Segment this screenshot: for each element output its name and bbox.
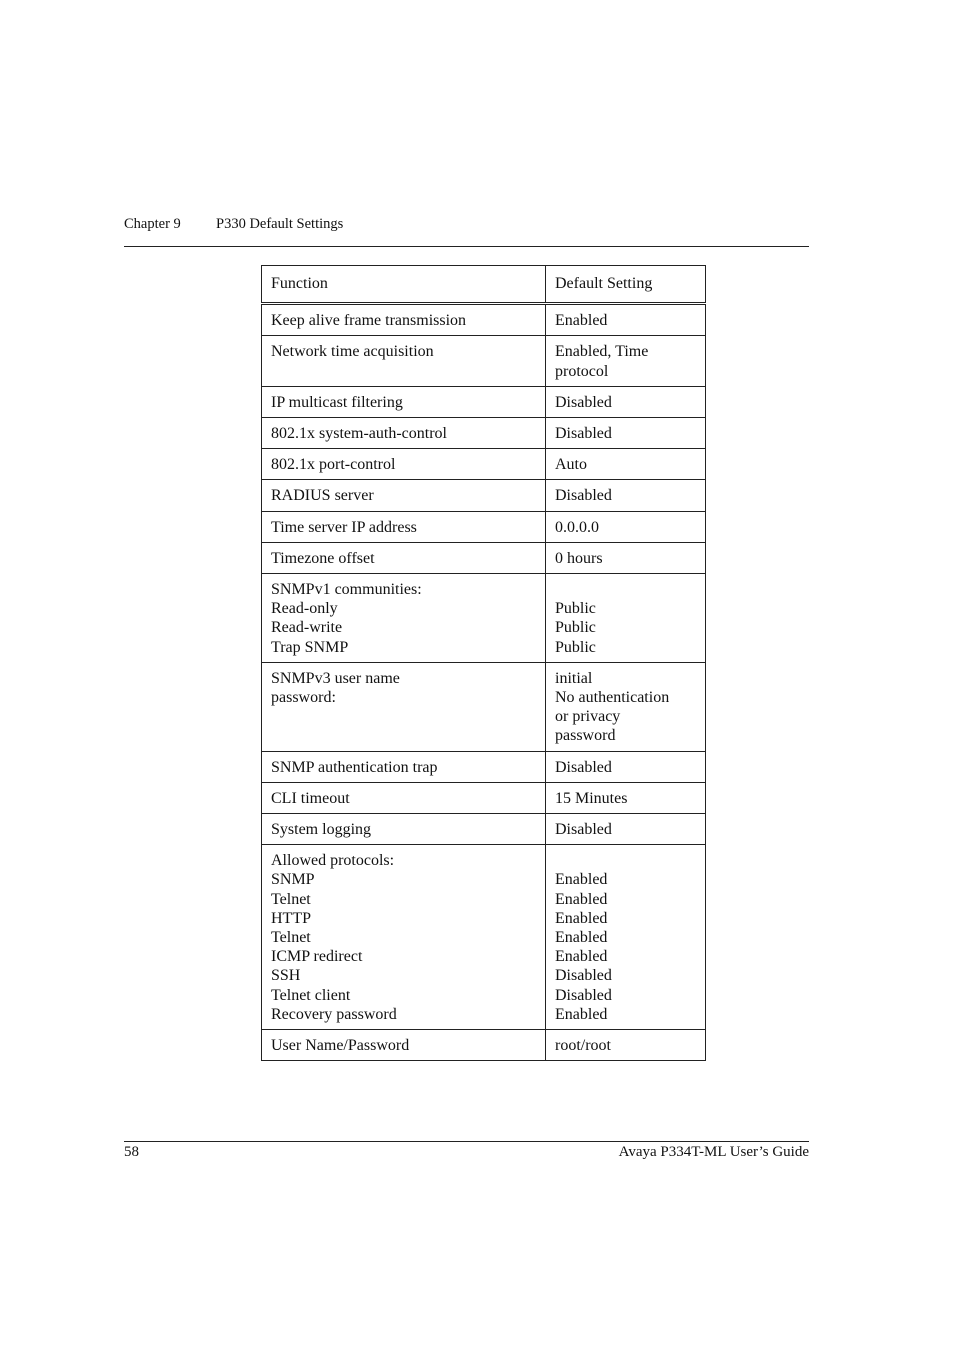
table-row — [262, 418, 706, 449]
setting-cell — [546, 751, 706, 782]
function-line: Keep alive frame transmission — [271, 312, 467, 330]
function-line: Telnet — [271, 929, 311, 947]
setting-line: Disabled — [555, 487, 612, 505]
table-row — [262, 336, 706, 386]
table-row — [262, 386, 706, 417]
setting-line: Enabled — [555, 890, 608, 908]
function-line: SNMPv3 user name — [271, 669, 400, 687]
setting-line: Disabled — [555, 758, 612, 776]
setting-cell — [546, 574, 706, 663]
function-line: RADIUS server — [271, 487, 374, 505]
table-row — [262, 574, 706, 663]
function-cell — [262, 336, 546, 386]
function-line: User Name/Password — [271, 1037, 410, 1055]
setting-line: Enabled — [555, 929, 608, 947]
setting-cell — [546, 418, 706, 449]
function-cell — [262, 814, 546, 845]
setting-line: No authentication — [555, 689, 670, 707]
function-cell — [262, 662, 546, 751]
setting-line: password — [555, 727, 616, 745]
function-cell — [262, 542, 546, 573]
table-row — [262, 304, 706, 336]
table-row — [262, 1030, 706, 1061]
function-cell — [262, 511, 546, 542]
setting-line: Public — [555, 600, 596, 618]
table-row — [262, 542, 706, 573]
setting-line: Disabled — [555, 393, 612, 411]
setting-line: initial — [555, 669, 593, 687]
function-line: Telnet client — [271, 986, 351, 1004]
function-cell — [262, 386, 546, 417]
function-line: HTTP — [271, 909, 311, 927]
setting-line: Enabled, Time — [555, 343, 649, 361]
function-line: SNMP — [271, 871, 315, 889]
setting-cell — [546, 480, 706, 511]
function-line: Time server IP address — [271, 518, 417, 536]
setting-cell — [546, 542, 706, 573]
function-line: Read-only — [271, 600, 338, 618]
setting-line: Enabled — [555, 1005, 608, 1023]
setting-line: 0 hours — [555, 549, 603, 567]
setting-cell — [546, 814, 706, 845]
setting-cell — [546, 662, 706, 751]
setting-cell — [546, 845, 706, 1030]
function-line: System logging — [271, 821, 372, 839]
function-line: password: — [271, 689, 336, 707]
table-row — [262, 511, 706, 542]
setting-line: or privacy — [555, 708, 621, 726]
table-row — [262, 751, 706, 782]
function-line: CLI timeout — [271, 789, 350, 807]
setting-line: protocol — [555, 362, 609, 380]
table-row — [262, 662, 706, 751]
column-header-function: Function — [262, 266, 546, 304]
function-line: SSH — [271, 967, 301, 985]
function-cell — [262, 751, 546, 782]
function-cell — [262, 480, 546, 511]
setting-line: Disabled — [555, 986, 612, 1004]
table-row — [262, 480, 706, 511]
table-row — [262, 782, 706, 813]
function-line: 802.1x system-auth-control — [271, 425, 447, 443]
function-cell — [262, 574, 546, 663]
table-body — [262, 304, 706, 1061]
function-line: SNMPv1 communities: — [271, 581, 422, 599]
function-line: Trap SNMP — [271, 638, 349, 656]
setting-line: root/root — [555, 1037, 611, 1055]
column-header-default-setting: Default Setting — [546, 266, 706, 304]
setting-line: 0.0.0.0 — [555, 518, 599, 536]
function-cell — [262, 418, 546, 449]
function-line: SNMP authentication trap — [271, 758, 438, 776]
setting-cell — [546, 511, 706, 542]
setting-line: Public — [555, 619, 596, 637]
table-header-row — [262, 266, 706, 304]
function-line: Timezone offset — [271, 549, 375, 567]
function-cell — [262, 782, 546, 813]
table-row — [262, 814, 706, 845]
setting-line: Enabled — [555, 871, 608, 889]
setting-line — [555, 580, 697, 599]
function-line: Telnet — [271, 890, 311, 908]
footer-rule — [124, 1141, 809, 1142]
chapter-label: Chapter 9 — [124, 216, 181, 232]
function-line: ICMP redirect — [271, 948, 363, 966]
default-settings-table — [261, 265, 706, 1061]
function-line: 802.1x port-control — [271, 456, 396, 474]
function-line: Network time acquisition — [271, 343, 434, 361]
setting-cell — [546, 386, 706, 417]
setting-line: Enabled — [555, 909, 608, 927]
function-cell — [262, 304, 546, 336]
setting-line: Enabled — [555, 948, 608, 966]
setting-line: Enabled — [555, 312, 608, 330]
header-rule — [124, 246, 809, 247]
function-line: Recovery password — [271, 1005, 397, 1023]
setting-line: 15 Minutes — [555, 789, 628, 807]
table-row — [262, 845, 706, 1030]
function-line: IP multicast filtering — [271, 393, 403, 411]
setting-line: Auto — [555, 456, 587, 474]
page-number: 58 — [124, 1144, 139, 1160]
table-row — [262, 449, 706, 480]
setting-line — [555, 851, 697, 870]
setting-cell — [546, 304, 706, 336]
guide-title: Avaya P334T-ML User’s Guide — [618, 1144, 809, 1160]
chapter-title: P330 Default Settings — [216, 216, 344, 232]
function-cell — [262, 1030, 546, 1061]
setting-line: Disabled — [555, 821, 612, 839]
setting-cell — [546, 1030, 706, 1061]
function-line: Allowed protocols: — [271, 852, 395, 870]
setting-line: Public — [555, 638, 596, 656]
function-line: Read-write — [271, 619, 343, 637]
function-cell — [262, 845, 546, 1030]
setting-cell — [546, 449, 706, 480]
setting-line: Disabled — [555, 967, 612, 985]
setting-cell — [546, 782, 706, 813]
function-cell — [262, 449, 546, 480]
setting-cell — [546, 336, 706, 386]
setting-line: Disabled — [555, 425, 612, 443]
